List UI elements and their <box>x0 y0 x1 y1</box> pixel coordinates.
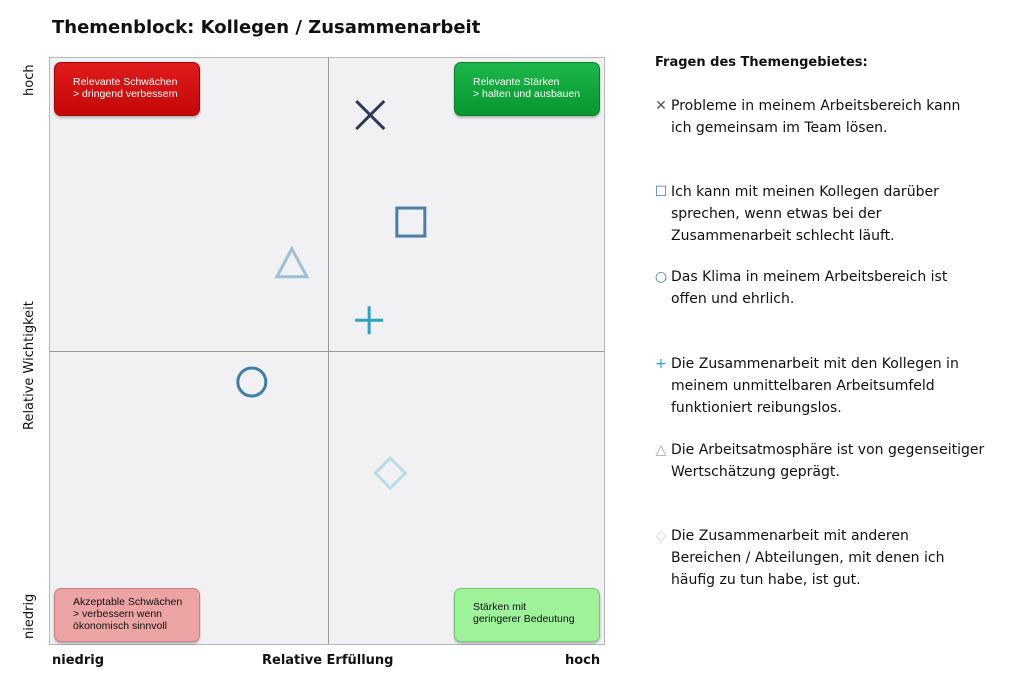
data-point-plus <box>355 306 383 334</box>
data-point-triangle <box>277 249 307 277</box>
quadrant-chart <box>49 57 605 645</box>
data-point-square <box>397 208 425 236</box>
legend-item-text: Ich kann mit meinen Kollegen darüber sprechen, wenn etwas bei der Zusammenarbeit schlecht läuft. <box>671 184 939 244</box>
data-point-circle <box>238 368 266 396</box>
legend-item <box>654 181 1004 247</box>
chart-marks <box>50 58 606 646</box>
legend-item-text: Die Zusammenarbeit mit anderen Bereichen / Abteilungen, mit denen ich häufig zu tun habe, ist gut. <box>671 528 945 588</box>
data-point-diamond <box>375 458 405 488</box>
plus-marker-icon: + <box>655 356 667 372</box>
y-axis-label: Relative Wichtigkeit <box>22 301 37 430</box>
circle-marker-icon: ○ <box>654 269 668 285</box>
triangle-marker-icon: △ <box>655 442 667 458</box>
page-title: Themenblock: Kollegen / Zusammenarbeit <box>52 17 481 38</box>
quadrant-label-top-right: Relevante Stärken > halten und ausbauen <box>454 62 600 116</box>
x-tick-label-low: niedrig <box>52 653 105 668</box>
legend-item <box>654 353 1004 419</box>
quadrant-label-top-left: Relevante Schwächen > dringend verbessern <box>54 62 200 116</box>
legend-item-text: Das Klima in meinem Arbeitsbereich ist offen und ehrlich. <box>671 269 948 307</box>
square-marker-icon: ☐ <box>654 184 668 200</box>
y-tick-label-low: niedrig <box>22 593 37 639</box>
x-tick-label-high: hoch <box>565 653 601 668</box>
legend-item <box>654 439 1004 483</box>
quadrant-label-bottom-left: Akzeptable Schwächen > verbessern wenn ökonomisch sinnvoll <box>54 588 200 642</box>
data-point-x <box>356 101 384 129</box>
legend-item-text: Probleme in meinem Arbeitsbereich kann ich gemeinsam im Team lösen. <box>671 98 961 136</box>
y-tick-label-high: hoch <box>22 64 37 96</box>
diamond-marker-icon: ◇ <box>655 528 667 544</box>
x-axis-label: Relative Erfüllung <box>262 653 394 668</box>
legend-item <box>654 266 1004 310</box>
legend-item <box>654 95 1004 139</box>
x-marker-icon: ✕ <box>655 98 667 114</box>
legend-item-text: Die Zusammenarbeit mit den Kollegen in meinem unmittelbaren Arbeitsumfeld funktioniert reibungslos. <box>671 356 959 416</box>
legend-title: Fragen des Themengebietes: <box>655 55 868 70</box>
legend-item-text: Die Arbeitsatmosphäre ist von gegenseitiger Wertschätzung geprägt. <box>671 442 985 480</box>
legend-item <box>654 525 1004 591</box>
quadrant-label-bottom-right: Stärken mit geringerer Bedeutung <box>454 588 600 642</box>
